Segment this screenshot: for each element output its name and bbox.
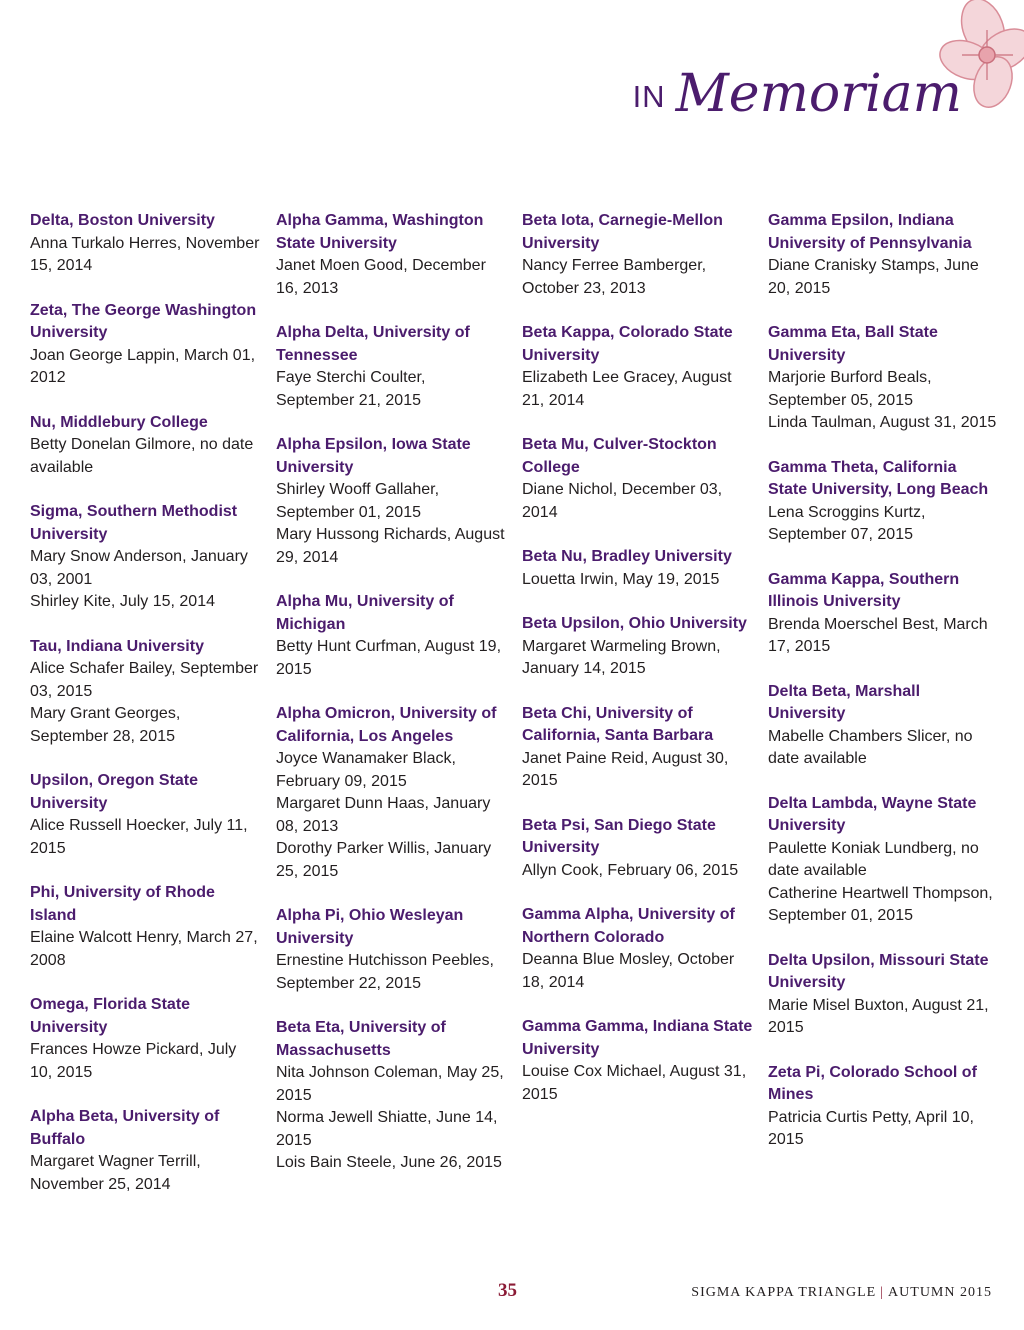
chapter-name: Zeta, The George Washington University bbox=[30, 301, 257, 341]
chapter-name: Delta Lambda, Wayne State University bbox=[768, 794, 977, 834]
chapter-name: Alpha Beta, University of Buffalo bbox=[30, 1108, 220, 1148]
member-name: Brenda Moerschel Best, March 17, 2015 bbox=[768, 615, 988, 655]
chapter-name: Tau, Indiana University bbox=[30, 637, 204, 655]
chapter-name: Gamma Kappa, Southern Illinois University bbox=[768, 570, 960, 610]
header-memoriam-word: Memoriam bbox=[675, 64, 962, 124]
chapter-name: Beta Mu, Culver-Stockton College bbox=[522, 436, 717, 476]
footer-separator: | bbox=[880, 1285, 885, 1300]
chapter-name: Beta Nu, Bradley University bbox=[522, 548, 732, 565]
page-number: 35 bbox=[498, 1280, 517, 1301]
chapter-entry bbox=[30, 770, 262, 860]
chapter-entry bbox=[768, 681, 1000, 771]
member-name: Margaret Dunn Haas, January 08, 2013 bbox=[276, 795, 491, 835]
member-name: Lois Bain Steele, June 26, 2015 bbox=[276, 1154, 502, 1171]
member-name: Joan George Lappin, March 01, 2012 bbox=[30, 346, 256, 386]
issue-name: AUTUMN 2015 bbox=[888, 1285, 992, 1300]
member-name: Marjorie Burford Beals, September 05, 2015 bbox=[768, 369, 932, 409]
member-name: Elaine Walcott Henry, March 27, 2008 bbox=[30, 929, 258, 969]
chapter-name: Alpha Mu, University of Michigan bbox=[276, 593, 454, 633]
member-name: Nancy Ferree Bamberger, October 23, 2013 bbox=[522, 257, 707, 297]
member-name: Deanna Blue Mosley, October 18, 2014 bbox=[522, 951, 735, 991]
chapter-name: Zeta Pi, Colorado School of Mines bbox=[768, 1063, 977, 1103]
chapter-entry bbox=[276, 1017, 508, 1175]
chapter-entry bbox=[768, 793, 1000, 928]
chapter-name: Gamma Eta, Ball State University bbox=[768, 324, 938, 364]
chapter-name: Nu, Middlebury College bbox=[30, 413, 208, 431]
chapter-entry bbox=[30, 994, 262, 1084]
chapter-entry bbox=[276, 434, 508, 569]
chapter-entry bbox=[30, 501, 262, 614]
chapter-name: Beta Upsilon, Ohio University bbox=[522, 615, 747, 632]
chapter-name: Delta, Boston University bbox=[30, 212, 215, 229]
chapter-name: Gamma Theta, California State University, Long Beach bbox=[768, 458, 989, 498]
member-name: Lena Scroggins Kurtz, September 07, 2015 bbox=[768, 503, 926, 543]
header-in-word: IN bbox=[632, 79, 666, 114]
chapter-entry bbox=[276, 703, 508, 883]
chapter-name: Alpha Gamma, Washington State University bbox=[276, 212, 484, 252]
chapter-entry bbox=[768, 950, 1000, 1040]
member-name: Alice Schafer Bailey, September 03, 2015 bbox=[30, 660, 259, 700]
member-name: Janet Moen Good, December 16, 2013 bbox=[276, 257, 486, 297]
chapter-entry bbox=[768, 1062, 1000, 1152]
publication-footer bbox=[691, 1285, 992, 1301]
member-name: Faye Sterchi Coulter, September 21, 2015 bbox=[276, 369, 426, 409]
member-name: Elizabeth Lee Gracey, August 21, 2014 bbox=[522, 369, 732, 409]
member-name: Janet Paine Reid, August 30, 2015 bbox=[522, 749, 729, 789]
chapter-name: Alpha Delta, University of Tennessee bbox=[276, 324, 470, 364]
member-name: Joyce Wanamaker Black, February 09, 2015 bbox=[276, 750, 456, 790]
member-name: Shirley Kite, July 15, 2014 bbox=[30, 593, 215, 610]
chapter-name: Beta Psi, San Diego State University bbox=[522, 816, 716, 856]
chapter-entry bbox=[522, 904, 754, 994]
chapter-name: Gamma Gamma, Indiana State University bbox=[522, 1018, 753, 1058]
member-name: Marie Misel Buxton, August 21, 2015 bbox=[768, 996, 989, 1036]
member-name: Paulette Koniak Lundberg, no date available bbox=[768, 839, 979, 879]
chapter-name: Beta Chi, University of California, Santa Barbara bbox=[522, 704, 714, 744]
chapter-name: Upsilon, Oregon State University bbox=[30, 772, 199, 812]
member-name: Diane Cranisky Stamps, June 20, 2015 bbox=[768, 257, 979, 297]
chapter-entry bbox=[522, 815, 754, 883]
memorial-columns bbox=[30, 210, 1000, 1218]
chapter-entry bbox=[522, 210, 754, 300]
chapter-name: Phi, University of Rhode Island bbox=[30, 884, 215, 924]
member-name: Dorothy Parker Willis, January 25, 2015 bbox=[276, 840, 492, 880]
member-name: Allyn Cook, February 06, 2015 bbox=[522, 861, 739, 879]
chapter-name: Beta Iota, Carnegie-Mellon University bbox=[522, 212, 723, 252]
member-name: Margaret Warmeling Brown, January 14, 2015 bbox=[522, 637, 721, 677]
member-name: Nita Johnson Coleman, May 25, 2015 bbox=[276, 1064, 504, 1104]
chapter-name: Sigma, Southern Methodist University bbox=[30, 503, 238, 543]
chapter-entry bbox=[522, 322, 754, 412]
chapter-entry bbox=[522, 613, 754, 681]
memorial-column bbox=[522, 210, 754, 1218]
chapter-entry bbox=[768, 322, 1000, 435]
chapter-entry bbox=[30, 300, 262, 390]
memorial-column bbox=[276, 210, 508, 1218]
chapter-entry bbox=[276, 322, 508, 412]
chapter-entry bbox=[30, 210, 262, 278]
chapter-name: Alpha Pi, Ohio Wesleyan University bbox=[276, 907, 464, 947]
chapter-entry bbox=[30, 882, 262, 972]
chapter-entry bbox=[522, 703, 754, 793]
chapter-name: Beta Eta, University of Massachusetts bbox=[276, 1019, 446, 1059]
member-name: Betty Hunt Curfman, August 19, 2015 bbox=[276, 638, 502, 678]
member-name: Betty Donelan Gilmore, no date available bbox=[30, 436, 254, 476]
member-name: Diane Nichol, December 03, 2014 bbox=[522, 481, 723, 521]
chapter-entry bbox=[768, 457, 1000, 547]
chapter-entry bbox=[768, 210, 1000, 300]
member-name: Frances Howze Pickard, July 10, 2015 bbox=[30, 1041, 237, 1081]
member-name: Mabelle Chambers Slicer, no date available bbox=[768, 727, 973, 767]
member-name: Shirley Wooff Gallaher, September 01, 2015 bbox=[276, 481, 440, 521]
chapter-name: Gamma Epsilon, Indiana University of Pennsylvania bbox=[768, 212, 972, 252]
member-name: Mary Grant Georges, September 28, 2015 bbox=[30, 705, 181, 745]
chapter-name: Gamma Alpha, University of Northern Colorado bbox=[522, 906, 735, 946]
chapter-entry bbox=[30, 412, 262, 480]
chapter-entry bbox=[276, 591, 508, 681]
member-name: Patricia Curtis Petty, April 10, 2015 bbox=[768, 1108, 974, 1148]
chapter-name: Delta Beta, Marshall University bbox=[768, 682, 921, 722]
member-name: Mary Hussong Richards, August 29, 2014 bbox=[276, 526, 505, 566]
member-name: Norma Jewell Shiatte, June 14, 2015 bbox=[276, 1109, 498, 1149]
chapter-entry bbox=[276, 210, 508, 300]
member-name: Margaret Wagner Terrill, November 25, 2014 bbox=[30, 1153, 201, 1193]
member-name: Louetta Irwin, May 19, 2015 bbox=[522, 570, 720, 588]
member-name: Ernestine Hutchisson Peebles, September 22, 2015 bbox=[276, 952, 494, 992]
chapter-name: Omega, Florida State University bbox=[30, 996, 191, 1036]
chapter-name: Delta Upsilon, Missouri State University bbox=[768, 951, 989, 991]
page-header bbox=[632, 50, 962, 124]
member-name: Mary Snow Anderson, January 03, 2001 bbox=[30, 548, 248, 588]
chapter-entry bbox=[522, 1016, 754, 1106]
member-name: Anna Turkalo Herres, November 15, 2014 bbox=[30, 234, 260, 274]
chapter-entry bbox=[30, 1106, 262, 1196]
member-name: Louise Cox Michael, August 31, 2015 bbox=[522, 1063, 747, 1103]
memorial-column bbox=[768, 210, 1000, 1218]
chapter-entry bbox=[30, 636, 262, 749]
chapter-entry bbox=[768, 569, 1000, 659]
member-name: Linda Taulman, August 31, 2015 bbox=[768, 414, 997, 431]
member-name: Alice Russell Hoecker, July 11, 2015 bbox=[30, 817, 248, 857]
member-name: Catherine Heartwell Thompson, September 01, 2015 bbox=[768, 884, 993, 924]
chapter-entry bbox=[522, 434, 754, 524]
memorial-column bbox=[30, 210, 262, 1218]
chapter-entry bbox=[522, 546, 754, 591]
publication-name: SIGMA KAPPA TRIANGLE bbox=[691, 1285, 877, 1300]
chapter-name: Beta Kappa, Colorado State University bbox=[522, 324, 733, 364]
chapter-name: Alpha Omicron, University of California, Los Angeles bbox=[276, 705, 497, 745]
chapter-name: Alpha Epsilon, Iowa State University bbox=[276, 436, 471, 476]
chapter-entry bbox=[276, 905, 508, 995]
